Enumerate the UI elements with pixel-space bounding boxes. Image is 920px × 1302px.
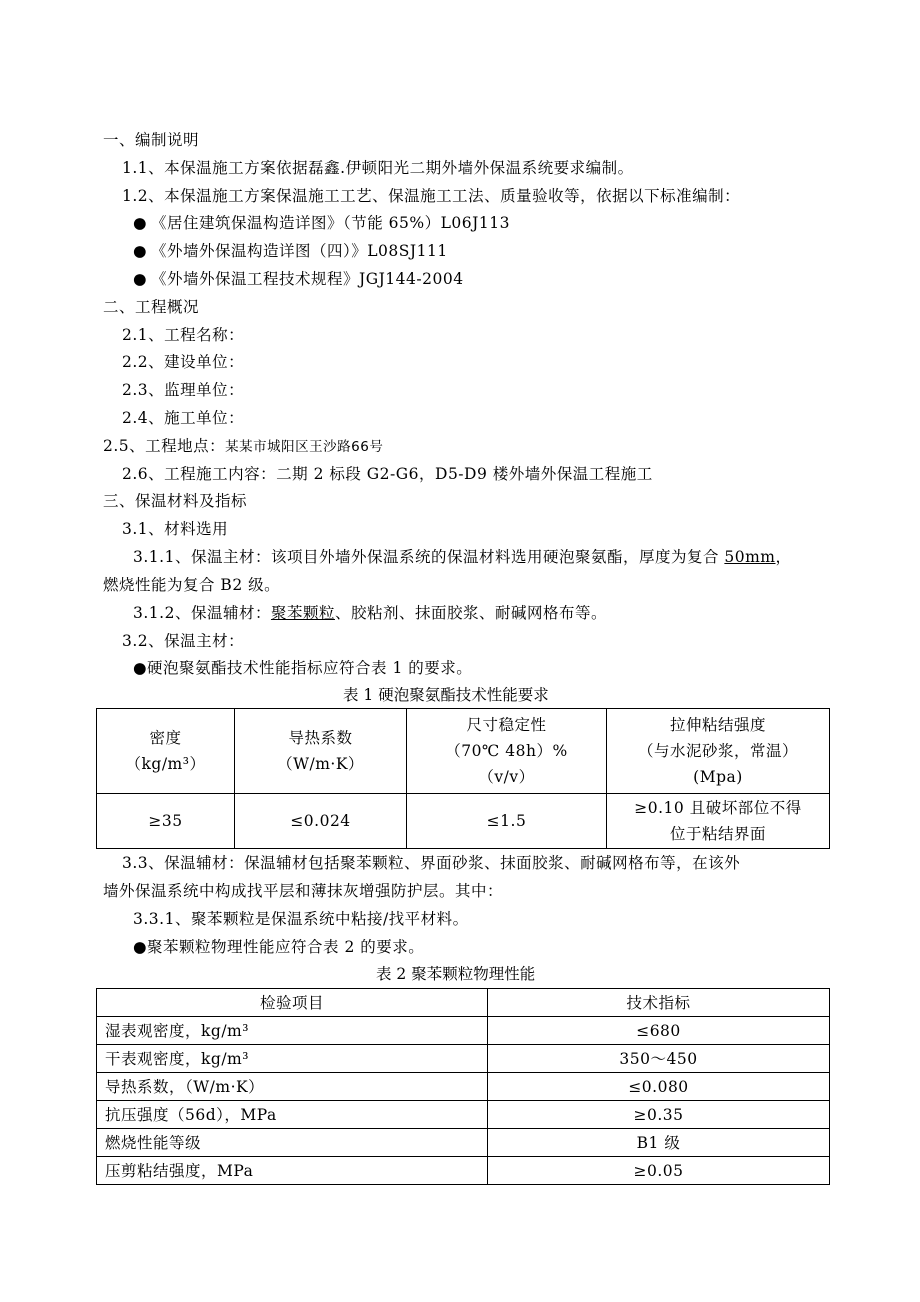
header-text: 导热系数: [288, 729, 353, 747]
table1-value-row: [97, 794, 830, 849]
construction-scope: 2.6、工程施工内容：二期 2 标段 G2-G6，D5-D9 楼外墙外保温工程施工: [122, 465, 653, 483]
table2-item: 导热系数，（W/m·K）: [97, 1073, 488, 1101]
table2-header-row: [97, 989, 830, 1017]
table1-header-conductivity: [235, 709, 407, 794]
table2-spec: 350～450: [488, 1045, 830, 1073]
header-text: 尺寸稳定性: [466, 716, 547, 734]
standard-text: 《居住建筑保温构造详图》（节能 65%）L06J113: [151, 214, 510, 232]
table-row: [97, 1157, 830, 1185]
table2-item: 压剪粘结强度，MPa: [97, 1157, 488, 1185]
table-row: [97, 1045, 830, 1073]
table2-caption: 表 2 聚苯颗粒物理性能: [376, 965, 536, 983]
project-name-label: 2.1、工程名称：: [122, 326, 245, 344]
owner-label: 2.2、建设单位：: [122, 353, 245, 371]
table1-cell: ≤0.024: [235, 794, 407, 849]
table2-header-spec: 技术指标: [488, 989, 830, 1017]
header-text: （与水泥砂浆，常温）: [637, 742, 798, 760]
paragraph-3-1-1-cont: 燃烧性能为复合 B2 级。: [103, 576, 281, 594]
paragraph-1-1: 1.1、本保温施工方案依据磊鑫.伊顿阳光二期外墙外保温系统要求编制。: [122, 159, 634, 177]
cell-text: 位于粘结界面: [669, 825, 766, 843]
header-text: 拉伸粘结强度: [669, 716, 766, 734]
project-location: [103, 435, 383, 458]
thickness-value: 50mm: [724, 548, 776, 566]
table2-header-item: 检验项目: [97, 989, 488, 1017]
table2-item: 湿表观密度，kg/m³: [97, 1017, 488, 1045]
table2-spec: ≤0.080: [488, 1073, 830, 1101]
supervisor-label: 2.3、监理单位：: [122, 381, 245, 399]
comma: ，: [775, 548, 792, 566]
header-text: (Mpa): [693, 768, 743, 786]
header-text: （v/v）: [478, 768, 535, 786]
table1-header-tensile: [607, 709, 830, 794]
section-3-title: 三、保温材料及指标: [103, 492, 248, 510]
table2-spec: ≥0.05: [488, 1157, 830, 1185]
paragraph-3-1-1: [133, 546, 792, 568]
table-row: [97, 1129, 830, 1157]
table1-header-density: [97, 709, 235, 794]
table1-header-stability: [407, 709, 607, 794]
table2-item: 燃烧性能等级: [97, 1129, 488, 1157]
contractor-label: 2.4、施工单位：: [122, 409, 245, 427]
eps-particles-link[interactable]: 聚苯颗粒: [270, 604, 335, 622]
paragraph-3-1-2: [133, 602, 607, 624]
standard-item: [133, 268, 464, 290]
location-value: 某某市城阳区王沙路66号: [225, 439, 384, 455]
bullet-icon: ●: [133, 214, 148, 232]
cell-text: ≥0.10 且破坏部位不得: [634, 799, 802, 817]
header-text: （70℃ 48h）%: [445, 742, 568, 760]
paragraph-3-1: 3.1、材料选用: [122, 520, 229, 538]
table2-note: ●聚苯颗粒物理性能应符合表 2 的要求。: [133, 938, 425, 956]
paragraph-3-3-1: 3.3.1、聚苯颗粒是保温系统中粘接/找平材料。: [133, 910, 469, 928]
main-material-text: 3.1.1、保温主材：该项目外墙外保温系统的保温材料选用硬泡聚氨酯，厚度为复合: [133, 548, 725, 566]
table2-item: 干表观密度，kg/m³: [97, 1045, 488, 1073]
table2-item: 抗压强度（56d），MPa: [97, 1101, 488, 1129]
bullet-icon: ●: [133, 270, 148, 288]
table1-caption: 表 1 硬泡聚氨酯技术性能要求: [343, 686, 549, 704]
table-row: [97, 1101, 830, 1129]
standard-item: [133, 212, 510, 234]
table1-cell: ≥35: [97, 794, 235, 849]
section-1-title: 一、编制说明: [103, 131, 200, 149]
standard-item: [133, 240, 448, 262]
table-row: [97, 1073, 830, 1101]
table2-spec: ≤680: [488, 1017, 830, 1045]
location-label: 2.5、工程地点：: [103, 437, 226, 455]
standard-text: 《外墙外保温构造详图（四）》L08SJ111: [151, 242, 448, 260]
section-2-title: 二、工程概况: [103, 298, 200, 316]
table1-header-row: [97, 709, 830, 794]
table1-cell: ≤1.5: [407, 794, 607, 849]
table1-cell: [607, 794, 830, 849]
header-text: （kg/m³）: [125, 755, 206, 773]
table-1: [96, 708, 830, 849]
table-row: [97, 1017, 830, 1045]
paragraph-3-3: 3.3、保温辅材：保温辅材包括聚苯颗粒、界面砂浆、抹面胶浆、耐碱网格布等，在该外: [122, 854, 741, 872]
table1-note: ●硬泡聚氨酯技术性能指标应符合表 1 的要求。: [133, 659, 473, 677]
paragraph-1-2: 1.2、本保温施工方案保温施工工艺、保温施工工法、质量验收等，依据以下标准编制：: [122, 187, 741, 205]
table-2: [96, 988, 830, 1185]
paragraph-3-3-cont: 墙外保温系统中构成找平层和薄抹灰增强防护层。其中：: [103, 882, 504, 900]
standard-text: 《外墙外保温工程技术规程》JGJ144-2004: [151, 270, 464, 288]
table2-spec: B1 级: [488, 1129, 830, 1157]
aux-material-rest: 、胶粘剂、抹面胶浆、耐碱网格布等。: [334, 604, 607, 622]
header-text: （W/m·K）: [277, 755, 364, 773]
paragraph-3-2: 3.2、保温主材：: [122, 632, 245, 650]
aux-material-label: 3.1.2、保温辅材：: [133, 604, 271, 622]
bullet-icon: ●: [133, 242, 148, 260]
header-text: 密度: [149, 729, 182, 747]
table2-spec: ≥0.35: [488, 1101, 830, 1129]
